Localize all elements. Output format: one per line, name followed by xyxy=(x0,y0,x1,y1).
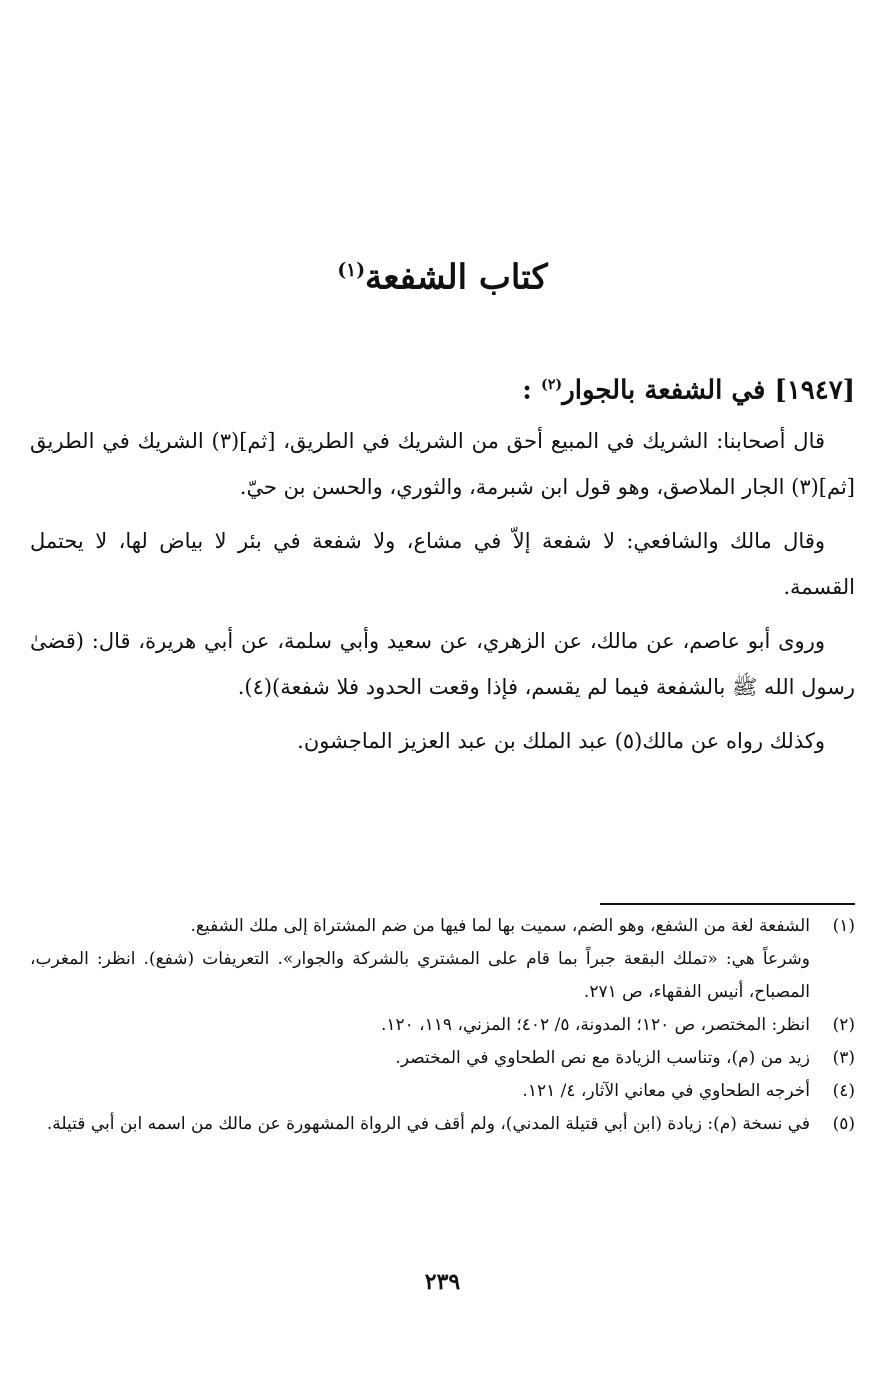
footnote-5 xyxy=(30,1108,855,1141)
footnote-4 xyxy=(30,1075,855,1108)
footnote-number: (٢) xyxy=(832,1015,855,1035)
footnote-1 xyxy=(30,910,855,943)
footnote-number: (٣) xyxy=(832,1048,855,1068)
paragraph: وقال مالك والشافعي: لا شفعة إلاّ في مشاع، ولا شفعة في بئر لا بياض لها، لا يحتمل القسمة. xyxy=(30,529,855,599)
footnote-1-continuation: وشرعاً هي: «تملك البقعة جبراً بما قام على المشتري بالشركة والجوار». التعريفات (شفع). انظر: المغرب، المصباح، أنيس الفقهاء، ص ٢٧١. xyxy=(30,949,810,1002)
footnote-number: (١) xyxy=(832,916,855,936)
footnote-separator xyxy=(600,903,855,905)
section-footnote-ref: (٢) xyxy=(540,377,563,393)
footnotes xyxy=(30,910,855,1141)
main-text xyxy=(30,418,855,772)
footnote-number: (٤) xyxy=(832,1081,855,1101)
footnote-3 xyxy=(30,1042,855,1075)
section-suffix: : xyxy=(522,375,532,406)
section-heading xyxy=(30,360,855,416)
footnote-text: أخرجه الطحاوي في معاني الآثار، ٤/ ١٢١. xyxy=(522,1081,810,1101)
paragraph: وروى أبو عاصم، عن مالك، عن الزهري، عن سعيد وأبي سلمة، عن أبي هريرة، قال: (قضىٰ رسول الله ﷺ بالشفعة فيما لم يقسم، فإذا وقعت الحدود فلا شفعة)(٤). xyxy=(30,629,855,699)
paragraph: وكذلك رواه عن مالك(٥) عبد الملك بن عبد العزيز الماجشون. xyxy=(297,729,825,753)
footnote-text: في نسخة (م): زيادة (ابن أبي قتيلة المدني)، ولم أقف في الرواة المشهورة عن مالك من اسمه ابن أبي قتيلة. xyxy=(46,1114,810,1134)
footnote-text: زيد من (م)، وتناسب الزيادة مع نص الطحاوي في المختصر. xyxy=(395,1048,810,1068)
chapter-title xyxy=(0,240,885,307)
page-number: ٢٣٩ xyxy=(424,1269,461,1295)
section-title: في الشفعة بالجوار xyxy=(562,375,766,406)
paragraph: قال أصحابنا: الشريك في المبيع أحق من الشريك في الطريق، [ثم](٣) الشريك في الطريق [ثم](٣) الجار الملاصق، وهو قول ابن شبرمة، والثوري، والحسن بن حيّ. xyxy=(30,429,855,499)
footnote-2 xyxy=(30,1009,855,1042)
chapter-title-text: كتاب الشفعة xyxy=(365,257,548,298)
footnote-text: انظر: المختصر، ص ١٢٠؛ المدونة، ٥/ ٤٠٢؛ المزني، ١١٩، ١٢٠. xyxy=(380,1015,810,1035)
section-number: [١٩٤٧] xyxy=(774,375,855,406)
footnote-number: (٥) xyxy=(832,1114,855,1134)
footnote-text: الشفعة لغة من الشفع، وهو الضم، سميت بها لما فيها من ضم المشتراة إلى ملك الشفيع. xyxy=(190,916,810,936)
chapter-footnote-ref: (١) xyxy=(337,259,366,281)
